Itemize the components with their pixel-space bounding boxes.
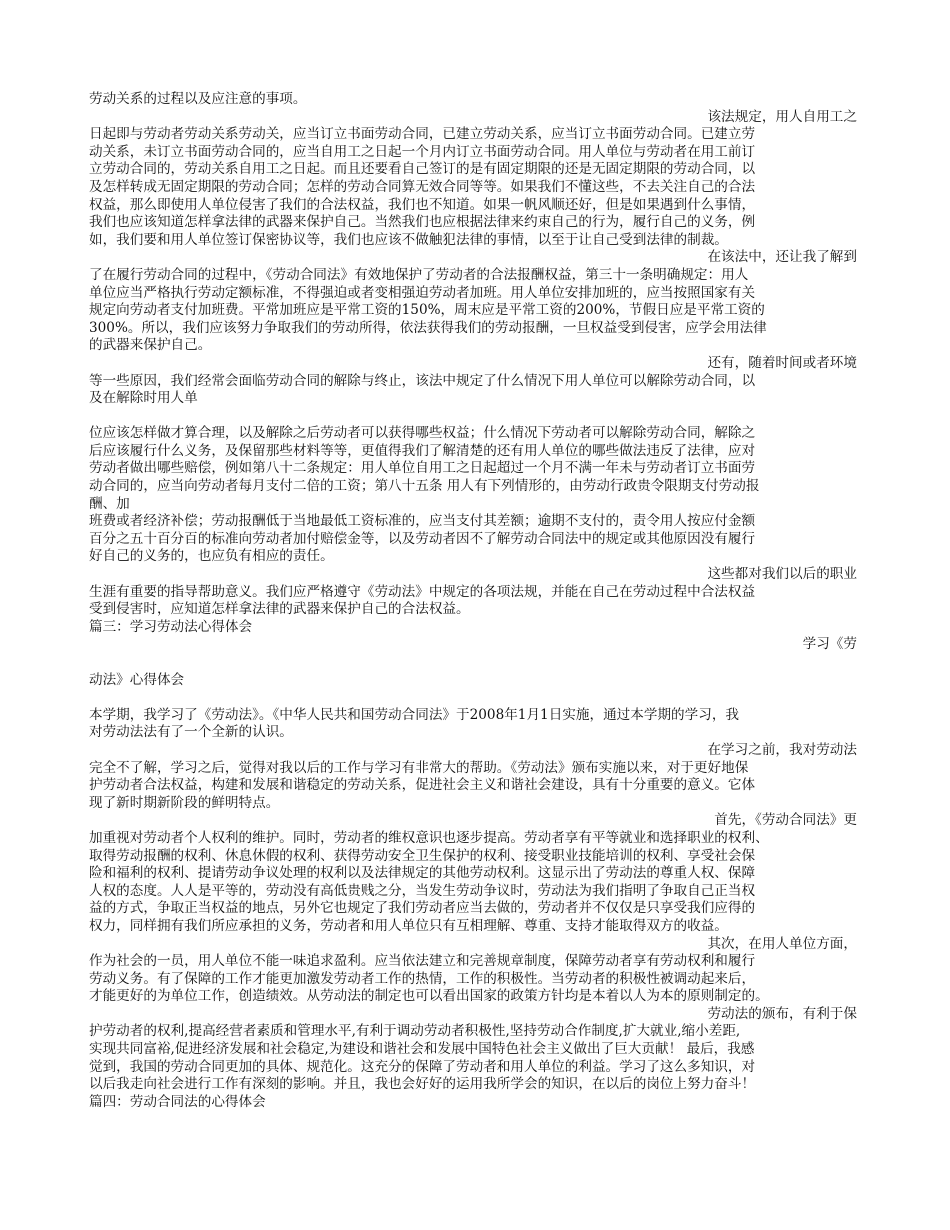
paragraph <box>89 1023 857 1093</box>
text-line: 日起即与劳动者劳动关系劳动关，应当订立书面劳动合同，已建立劳动关系，应当订立书面劳动合同。已建立劳 <box>89 126 756 143</box>
text-line: 班费或者经济补偿；劳动报酬低于当地最低工资标准的，应当支付其差额；逾期不支付的，责令用人按应付金额 <box>89 513 756 530</box>
text-line: 好自己的义务的，也应负有相应的责任。 <box>89 548 334 565</box>
text-line: 动合同的，应当向劳动者每月支付二倍的工资；第八十五条 用人有下列情形的，由劳动行政贵令限期支付劳动报 <box>89 478 760 495</box>
text-line: 动关系，未订立书面劳动合同的，应当自用工之日起一个月内订立书面劳动合同。用人单位与劳动者在用工前订 <box>89 143 756 160</box>
paragraph-lead-line: 学习《劳 <box>802 636 857 653</box>
text-line: 权力，同样拥有我们所应承担的义务，劳动者和用人单位只有互相理解、尊重、支持才能取得双方的收益。 <box>89 917 728 934</box>
text-line: 百分之五十百分百的标准向劳动者加付赔偿金等，以及劳动者因不了解劳动合同法中的规定或其他原因没有履行 <box>89 530 756 547</box>
paragraph-lead-line: 这些都对我们以后的职业 <box>707 566 857 583</box>
text-line: 人权的态度。人人是平等的，劳动没有高低贵贱之分，当发生劳动争议时，劳动法为我们指明了争取自己正当权 <box>89 882 756 899</box>
text-line: 后应该履行什么义务，及保留那些材料等等，更值得我们了解清楚的还有用人单位的哪些做法违反了法律，应对 <box>89 442 756 459</box>
text-line: 护劳动者合法权益，构建和发展和谐稳定的劳动关系，促进社会主义和谐社会建设，具有十分重要的意义。它体 <box>89 777 756 794</box>
paragraph <box>89 953 857 1006</box>
paragraph-lead-line: 在该法中，还让我了解到 <box>707 249 857 266</box>
text-line: 以后我走向社会进行工作有深刻的影响。并且，我也会好好的运用我所学会的知识，在以后的岗位上努力奋斗！ <box>89 1076 756 1093</box>
paragraph <box>89 91 857 109</box>
text-line: 300%。所以，我们应该努力争取我们的劳动所得，依法获得我们的劳动报酬，一旦权益受到侵害，应学会用法律 <box>89 319 767 336</box>
text-line: 了在履行劳动合同的过程中，《劳动合同法》有效地保护了劳动者的合法报酬权益，第三十一条明确规定：用人 <box>89 266 749 283</box>
paragraph <box>89 760 857 813</box>
text-line: 加重视对劳动者个人权利的维护。同时，劳动者的维权意识也逐步提高。劳动者享有平等就业和选择职业的权利、 <box>89 829 769 846</box>
text-line: 实现共同富裕,促进经济发展和社会稳定,为建设和谐社会和发展中国特色社会主义做出了巨大贡献！ 最后，我感 <box>89 1041 755 1058</box>
text-line: 作为社会的一员，用人单位不能一味追求盈利。应当依法建立和完善规章制度，保障劳动者享有劳动权利和履行 <box>89 953 756 970</box>
blank-line <box>89 689 857 707</box>
text-line: 现了新时期新阶段的鲜明特点。 <box>89 794 280 811</box>
text-line: 取得劳动报酬的权利、休息休假的权利、获得劳动安全卫生保护的权利、接受职业技能培训的权利、享受社会保 <box>89 847 756 864</box>
text-line: 权益，那么即使用人单位侵害了我们的合法权益，我们也不知道。如果一帆风顺还好，但是如果遇到什么事情， <box>89 196 756 213</box>
text-line: 等一些原因，我们经常会面临劳动合同的解除与终止，该法中规定了什么情况下用人单位可以解除劳动合同，以 <box>89 372 756 389</box>
paragraph <box>89 830 857 936</box>
paragraph <box>89 126 857 249</box>
paragraph <box>89 267 857 355</box>
section-heading: 篇三：学习劳动法心得体会 <box>89 618 253 635</box>
paragraph <box>89 425 857 566</box>
text-line: 劳动义务。有了保障的工作才能更加激发劳动者工作的热情，工作的积极性。当劳动者的积极性被调动起来后， <box>89 970 756 987</box>
paragraph-lead-line: 还有，随着时间或者环境 <box>707 354 857 371</box>
paragraph <box>89 707 857 742</box>
text-line: 及怎样转成无固定期限的劳动合同；怎样的劳动合同算无效合同等等。如果我们不懂这些，不去关注自己的合法 <box>89 178 756 195</box>
text-line: 劳动者做出哪些赔偿，例如第八十二条规定：用人单位自用工之日起超过一个月不满一年未与劳动者订立书面劳 <box>89 460 756 477</box>
text-line: 动法》心得体会 <box>89 671 185 688</box>
text-line: 立劳动合同的，劳动关系自用工之日起。而且还要看自己签订的是有固定期限的还是无固定期限的劳动合同，以 <box>89 161 756 178</box>
paragraph-lead-line: 其次，在用人单位方面， <box>707 935 857 952</box>
text-line: 受到侵害时，应知道怎样拿法律的武器来保护自己的合法权益。 <box>89 601 470 618</box>
text-line: 及在解除时用人单 <box>89 390 198 407</box>
text-line: 位应该怎样做才算合理，以及解除之后劳动者可以获得哪些权益；什么情况下劳动者可以解除劳动合同，解除之 <box>89 425 756 442</box>
text-line: 生涯有重要的指导帮助意义。我们应严格遵守《劳动法》中规定的各项法规，并能在自己在劳动过程中合法权益 <box>89 583 756 600</box>
text-line: 险和福利的权利、提请劳动争议处理的权利以及法律规定的其他劳动权利。这显示出了劳动法的尊重人权、保障 <box>89 865 756 882</box>
text-line: 本学期，我学习了《劳动法》。《中华人民共和国劳动合同法》于2008年1月1日实施，通过本学期的学习，我 <box>89 706 740 723</box>
text-line: 护劳动者的权利,提高经营者素质和管理水平,有利于调动劳动者积极性,坚持劳动合作制度,扩大就业,缩小差距, <box>89 1023 741 1040</box>
paragraph-lead-line: 劳动法的颁布，有利于保 <box>707 1005 857 1022</box>
text-line: 如，我们要和用人单位签订保密协议等，我们也应该不做触犯法律的事情，以至于让自己受到法律的制裁。 <box>89 231 728 248</box>
text-line: 才能更好的为单位工作，创造绩效。从劳动法的制定也可以看出国家的政策方针均是本着以人为本的原则制定的。 <box>89 988 769 1005</box>
paragraph <box>89 584 857 619</box>
text-line: 对劳动法法有了一个全新的认识。 <box>89 724 293 741</box>
blank-line <box>89 654 857 672</box>
text-line: 觉到，我国的劳动合同更加的具体、规范化。这充分的保障了劳动者和用人单位的利益。学习了这么多知识，对 <box>89 1058 756 1075</box>
text-line: 完全不了解，学习之后，觉得对我以后的工作与学习有非常大的帮助。《劳动法》颁布实施以来，对于更好地保 <box>89 759 749 776</box>
paragraph-lead-line: 在学习之前，我对劳动法 <box>707 741 857 758</box>
text-line: 劳动关系的过程以及应注意的事项。 <box>89 91 307 107</box>
paragraph-lead-line: 首先，《劳动合同法》更 <box>714 812 857 829</box>
text-line: 单位应当严格执行劳动定额标准，不得强迫或者变相强迫劳动者加班。用人单位安排加班的，应当按照国家有关 <box>89 284 756 301</box>
document-body <box>89 91 857 1111</box>
paragraph <box>89 373 857 408</box>
text-line: 的武器来保护自己。 <box>89 337 212 354</box>
text-line: 规定向劳动者支付加班费。平常加班应是平常工资的150%，周末应是平常工资的200%，节假日应是平常工资的 <box>89 302 765 319</box>
blank-line <box>89 408 857 426</box>
paragraph-lead-line: 该法规定，用人自用工之 <box>707 108 857 125</box>
text-line: 酬、加 <box>89 495 130 512</box>
section-heading: 篇四：劳动合同法的心得体会 <box>89 1093 266 1110</box>
paragraph <box>89 672 857 690</box>
text-line: 我们也应该知道怎样拿法律的武器来保护自己。当然我们也应根据法律来约束自己的行为，履行自己的义务，例 <box>89 214 756 231</box>
text-line: 益的方式，争取正当权益的地点，另外它也规定了我们劳动者应当去做的，劳动者并不仅仅是只享受我们应得的 <box>89 900 756 917</box>
